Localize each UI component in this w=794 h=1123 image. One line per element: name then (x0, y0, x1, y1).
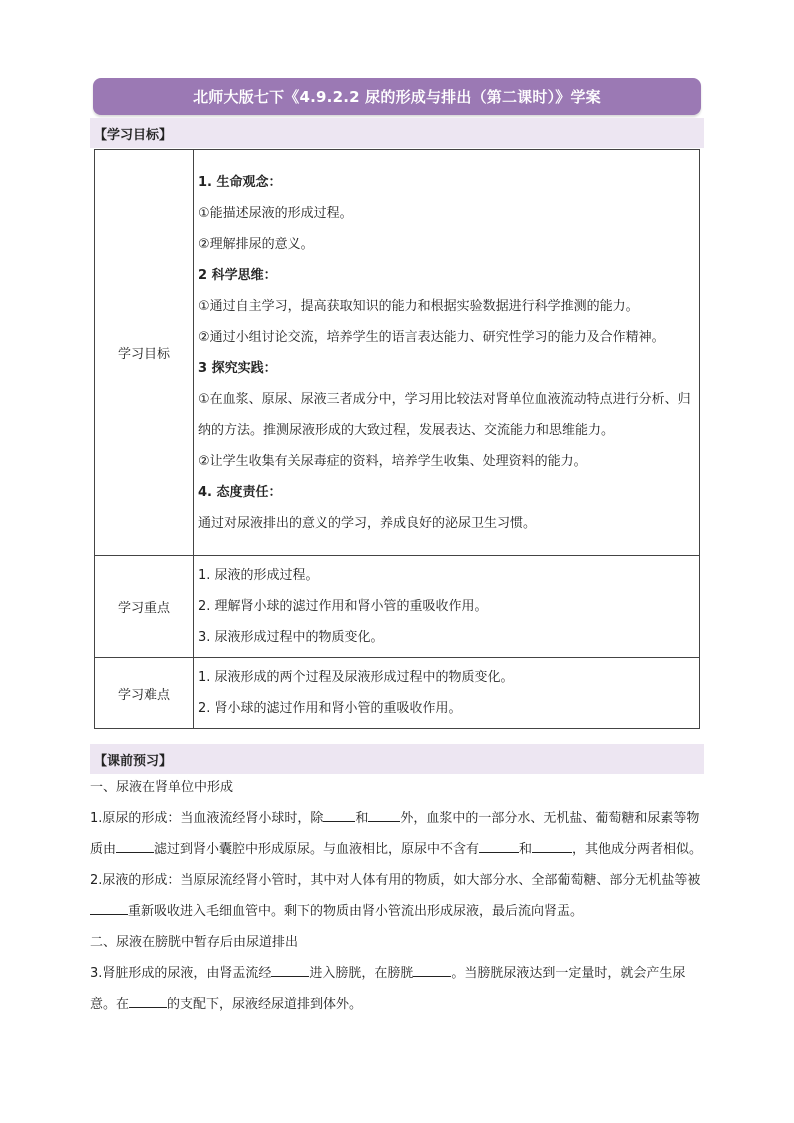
att-title: 4. 态度责任： (198, 484, 282, 500)
preview-heading-1: 一、尿液在肾单位中形成 (90, 780, 234, 795)
preview-heading-2: 二、尿液在膀胱中暂存后由尿道排出 (90, 935, 299, 950)
section-heading-goals: 【学习目标】 (90, 118, 704, 148)
blank[interactable] (129, 993, 167, 1008)
blank[interactable] (116, 838, 154, 853)
sci-item-2: ②通过小组讨论交流，培养学生的语言表达能力、研究性学习的能力及合作精神。 (198, 329, 665, 345)
table-row (95, 150, 700, 556)
key-label: 学习重点 (95, 556, 194, 658)
goals-table (94, 149, 700, 729)
question-3 (90, 958, 704, 1020)
blank[interactable] (323, 807, 355, 822)
q1-text-e: 和 (519, 842, 533, 857)
blank[interactable] (90, 900, 128, 915)
sci-item-1: ①通过自主学习，提高获取知识的能力和根据实验数据进行科学推测的能力。 (198, 298, 639, 314)
q3-text-a: 3.肾脏形成的尿液，由肾盂流经 (90, 966, 272, 981)
table-row (95, 658, 700, 729)
q1-text-f: ，其他成分两者相似。 (572, 842, 703, 857)
document-title: 北师大版七下《4.9.2.2 尿的形成与排出（第二课时）》学案 (93, 78, 701, 115)
difficult-item-1: 1. 尿液形成的两个过程及尿液形成过程中的物质变化。 (198, 670, 514, 685)
life-item-1: ①能描述尿液的形成过程。 (198, 205, 353, 221)
difficult-label: 学习难点 (95, 658, 194, 729)
goals-label: 学习目标 (95, 150, 194, 556)
key-content (194, 556, 700, 658)
att-item-1: 通过对尿液排出的意义的学习，养成良好的泌尿卫生习惯。 (198, 515, 537, 531)
blank[interactable] (271, 962, 309, 977)
key-item-2: 2. 理解肾小球的滤过作用和肾小管的重吸收作用。 (198, 599, 488, 614)
life-title: 1. 生命观念： (198, 174, 282, 190)
sci-title: 2 科学思维： (198, 267, 277, 283)
q1-text-a: 1.原尿的形成：当血液流经肾小球时，除 (90, 811, 324, 826)
blank[interactable] (479, 838, 519, 853)
blank[interactable] (368, 807, 400, 822)
q1-text-c: 外，血浆中的一部分水、无机盐、葡萄糖和尿素等物质由 (90, 811, 700, 857)
key-item-1: 1. 尿液的形成过程。 (198, 568, 319, 583)
table-row (95, 556, 700, 658)
blank[interactable] (532, 838, 572, 853)
q1-text-b: 和 (355, 811, 369, 826)
q3-text-c: 。当膀胱尿液达到一定量时，就会产生尿意。在 (90, 966, 686, 1012)
question-2 (90, 865, 704, 927)
q1-text-d: 滤过到肾小囊腔中形成原尿。与血液相比，原尿中不含有 (154, 842, 480, 857)
difficult-content (194, 658, 700, 729)
q2-text-a: 2.尿液的形成：当原尿流经肾小管时，其中对人体有用的物质，如大部分水、全部葡萄糖、部分无机盐等被 (90, 873, 701, 888)
exp-item-1: ①在血浆、原尿、尿液三者成分中，学习用比较法对肾单位血液流动特点进行分析、归纳的方法。推测尿液形成的大致过程，发展表达、交流能力和思维能力。 (198, 391, 691, 438)
key-item-3: 3. 尿液形成过程中的物质变化。 (198, 630, 384, 645)
question-1 (90, 803, 704, 865)
exp-item-2: ②让学生收集有关尿毒症的资料，培养学生收集、处理资料的能力。 (198, 453, 587, 469)
blank[interactable] (413, 962, 451, 977)
goals-content (194, 150, 700, 556)
q3-text-d: 的支配下，尿液经尿道排到体外。 (167, 997, 363, 1012)
q2-text-b: 重新吸收进入毛细血管中。剩下的物质由肾小管流出形成尿液，最后流向肾盂。 (128, 904, 584, 919)
difficult-item-2: 2. 肾小球的滤过作用和肾小管的重吸收作用。 (198, 701, 462, 716)
preview-section (90, 772, 704, 1020)
section-heading-preview: 【课前预习】 (90, 744, 704, 774)
life-item-2: ②理解排尿的意义。 (198, 236, 314, 252)
q3-text-b: 进入膀胱，在膀胱 (309, 966, 414, 981)
exp-title: 3 探究实践： (198, 360, 277, 376)
